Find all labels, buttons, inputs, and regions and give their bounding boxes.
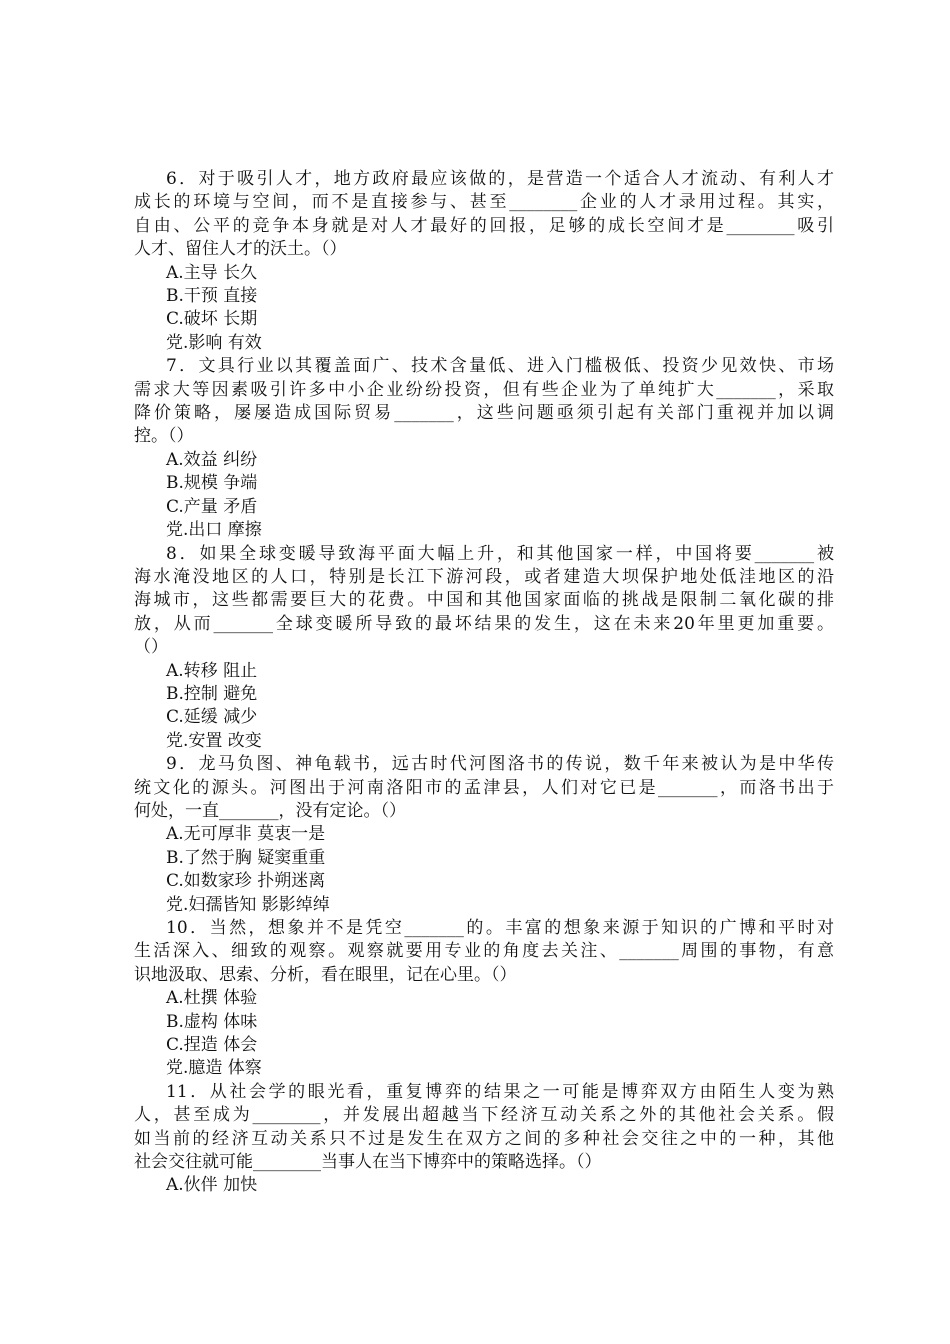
question-text-line: 人才、留住人才的沃土。（）	[134, 239, 347, 260]
question-8	[134, 543, 834, 754]
question-text-line: 8．如果全球变暖导致海平面大幅上升，和其他国家一样，中国将要_______被	[166, 543, 834, 564]
option-a: A.无可厚非 莫衷一是	[166, 824, 326, 845]
option-b: B.了然于胸 疑窦重重	[166, 847, 326, 868]
question-text-line: 海水淹没地区的人口，特别是长江下游河段，或者建造大坝保护地处低洼地区的沿	[134, 566, 834, 587]
question-text-line: 需求大等因素吸引许多中小企业纷纷投资，但有些企业为了单纯扩大_______，采取	[134, 379, 834, 400]
option-b: B.规模 争端	[166, 473, 258, 494]
document-page	[134, 168, 834, 1198]
question-text-line: 人，甚至成为________，并发展出超越当下经济互动关系之外的其他社会关系。假	[134, 1105, 834, 1126]
option-a: A.杜撰 体验	[166, 988, 258, 1009]
option-a: A.转移 阻止	[166, 660, 258, 681]
option-c: C.延缓 减少	[166, 707, 258, 728]
option-d: 党.妇孺皆知 影影绰绰	[166, 894, 330, 915]
question-text-line: 识地汲取、思索、分析，看在眼里，记在心里。（）	[134, 964, 517, 985]
question-text-line: 控。（）	[134, 426, 194, 447]
question-6	[134, 168, 834, 355]
option-d: 党.影响 有效	[166, 332, 262, 353]
question-7	[134, 355, 834, 542]
option-d: 党.臆造 体察	[166, 1058, 262, 1079]
option-a: A.伙伴 加快	[166, 1175, 258, 1196]
question-11	[134, 1081, 834, 1198]
question-text-line: （）	[134, 637, 168, 658]
question-text-line: 自由、公平的竞争本身就是对人才最好的回报，足够的成长空间才是________吸引	[134, 215, 834, 236]
option-c: C.破坏 长期	[166, 309, 258, 330]
option-b: B.虚构 体味	[166, 1011, 258, 1032]
option-c: C.捏造 体会	[166, 1035, 258, 1056]
question-text-line: 社会交往就可能________当事人在当下博弈中的策略选择。（）	[134, 1152, 602, 1173]
question-text-line: 11．从社会学的眼光看，重复博弈的结果之一可能是博弈双方由陌生人变为熟	[166, 1081, 834, 1102]
question-text-line: 海城市，这些都需要巨大的花费。中国和其他国家面临的挑战是限制二氧化碳的排	[134, 590, 834, 611]
option-a: A.效益 纠纷	[166, 449, 258, 470]
question-text-line: 如当前的经济互动关系只不过是发生在双方之间的多种社会交往之中的一种，其他	[134, 1128, 834, 1149]
question-text-line: 生活深入、细致的观察。观察就要用专业的角度去关注、_______周围的事物，有意	[134, 941, 834, 962]
option-b: B.干预 直接	[166, 286, 258, 307]
question-text-line: 放，从而_______全球变暖所导致的最坏结果的发生，这在未来20年里更加重要。	[134, 613, 834, 634]
question-10	[134, 917, 834, 1081]
option-c: C.产量 矛盾	[166, 496, 258, 517]
option-d: 党.出口 摩擦	[166, 520, 262, 541]
option-c: C.如数家珍 扑朔迷离	[166, 871, 326, 892]
question-text-line: 6．对于吸引人才，地方政府最应该做的，是营造一个适合人才流动、有利人才	[166, 169, 834, 189]
question-text-line: 统文化的源头。河图出于河南洛阳市的孟津县，人们对它已是_______，而洛书出于	[134, 777, 834, 798]
question-9	[134, 753, 834, 917]
option-d: 党.安置 改变	[166, 730, 262, 751]
option-b: B.控制 避免	[166, 683, 258, 704]
option-a: A.主导 长久	[166, 262, 258, 283]
question-text-line: 何处，一直_______，没有定论。（）	[134, 800, 406, 821]
question-text-line: 7．文具行业以其覆盖面广、技术含量低、进入门槛极低、投资少见效快、市场	[166, 356, 834, 377]
question-text-line: 降价策略，屡屡造成国际贸易_______，这些问题亟须引起有关部门重视并加以调	[134, 403, 834, 424]
question-text-line: 成长的环境与空间，而不是直接参与、甚至________企业的人才录用过程。其实，	[134, 192, 834, 213]
question-text-line: 10．当然，想象并不是凭空_______的。丰富的想象来源于知识的广博和平时对	[166, 918, 834, 938]
question-text-line: 9．龙马负图、神龟载书，远古时代河图洛书的传说，数千年来被认为是中华传	[166, 754, 834, 775]
